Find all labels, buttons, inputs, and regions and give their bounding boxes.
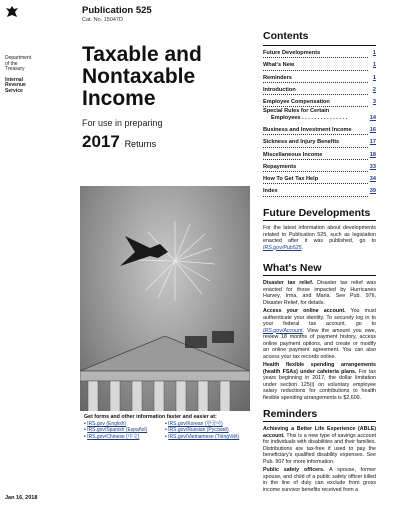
title-line-1: Taxable and	[82, 43, 202, 66]
reminders-section	[263, 408, 376, 495]
title-line-3: Income	[82, 87, 156, 110]
para-lead: Access your online account.	[263, 308, 346, 314]
agency-line-3: Service	[5, 87, 23, 94]
reminders-heading: Reminders	[263, 408, 318, 420]
para-body: You must authenticate your identity. To securely log in to your federal tax account, go to	[263, 308, 377, 327]
toc-page[interactable]: 2	[372, 84, 376, 96]
agency-line-1: Internal	[5, 76, 24, 83]
irs-link-english[interactable]: IRS.gov (English)	[87, 421, 127, 428]
forms-info-heading: Get forms and other information faster and easier at:	[84, 414, 217, 420]
toc-entry[interactable]	[263, 59, 376, 71]
tax-year	[82, 132, 156, 152]
toc-page[interactable]: 14	[369, 115, 376, 121]
dept-line-3: Treasury	[5, 66, 25, 73]
para-lead: Achieving a Better Life Experience (ABLE) account.	[263, 426, 376, 439]
irs-link-chinese[interactable]: IRS.gov/Chinese (中文)	[87, 433, 140, 440]
toc-label: Future Developments	[263, 50, 321, 56]
toc-label: Sickness and Injury Benefits	[263, 139, 340, 146]
toc-page[interactable]: 1	[372, 72, 376, 84]
irs-eagle-logo	[4, 5, 20, 21]
toc-page[interactable]: 3	[372, 96, 376, 108]
toc-entry[interactable]	[263, 136, 376, 148]
toc-label: Employees	[271, 115, 301, 121]
toc-entry[interactable]	[263, 185, 376, 197]
para-lead: Health flexible spending arrangements (health FSAs) under cafeteria plans.	[263, 362, 376, 375]
toc-page[interactable]: 18	[369, 149, 376, 161]
returns-word: Returns	[124, 139, 157, 149]
toc-entry[interactable]	[263, 173, 376, 185]
whats-new-heading: What's New	[263, 262, 322, 274]
para-body: Disaster tax relief was enacted for those impacted by Hurricanes Harvey, Irma, and Maria. See Pub. 976, Disaster Relief, for details.	[263, 280, 377, 306]
toc-leader	[263, 57, 368, 58]
toc-leader	[263, 82, 368, 83]
revision-date: Jan 16, 2018	[5, 495, 38, 501]
toc-label: Index	[263, 188, 278, 195]
publication-number: Publication 525	[82, 5, 152, 16]
section-rule	[263, 220, 376, 221]
toc-leader	[263, 70, 368, 71]
toc-entry[interactable]	[263, 72, 376, 84]
dept-line-1: Department	[5, 55, 32, 61]
toc-entry[interactable]	[263, 161, 376, 173]
toc-leader	[263, 159, 368, 160]
toc-page[interactable]: 33	[369, 161, 376, 173]
toc-page[interactable]: 17	[369, 136, 376, 148]
future-end: .	[301, 244, 304, 251]
toc-page[interactable]: 1	[372, 59, 376, 71]
forms-info-box: Get forms and other information faster and easier at: • IRS.gov (English) • IRS.gov/Spanish (Español) • IRS.gov/Chinese (中文) • IRS.gov/Korean (한국어) • IRS.gov/Russian (Pусский) • IRS.gov/Vietnamese (TiếngViệt)	[80, 411, 250, 456]
irs-link-vietnamese[interactable]: IRS.gov/Vietnamese (TiếngViệt)	[168, 433, 240, 440]
toc-entry[interactable]	[263, 149, 376, 161]
future-text	[263, 225, 376, 251]
toc-label: Reminders	[263, 74, 292, 81]
para-body: A spouse, former spouse, and child of a public safety officer killed in the line of duty can exclude from gross income survivor benefits received from a	[263, 467, 376, 493]
irs-link-russian[interactable]: IRS.gov/Russian (Pусский)	[168, 427, 229, 434]
para-lead: Public safety officers.	[263, 467, 325, 473]
toc-label: Introduction	[263, 86, 296, 93]
pub525-link[interactable]: IRS.gov/Pub525	[263, 244, 302, 251]
toc-list	[263, 47, 376, 108]
toc-leader	[263, 147, 368, 148]
contents-heading: Contents	[263, 30, 309, 42]
section-rule	[263, 421, 376, 422]
toc-label: How To Get Tax Help	[263, 176, 319, 183]
toc-page[interactable]: 1	[372, 47, 376, 59]
document-title	[82, 44, 202, 110]
toc-leader	[263, 196, 368, 197]
toc-special-entry[interactable]: Special Rules for Certain Employees . . . . . . . . . . . . . . . 14	[263, 108, 376, 121]
toc-label: Repayments	[263, 163, 297, 170]
toc-entry[interactable]	[263, 96, 376, 108]
toc-entry[interactable]	[263, 47, 376, 59]
para-body: This is a new type of savings account for individuals with disabilities and their families. Distributions are tax-free if used to pay the beneficiary's qualified disability expenses. See Pub. 907 for more information.	[263, 432, 376, 465]
online-account-para	[263, 308, 376, 360]
toc-label: Special Rules for Certain	[263, 108, 330, 114]
dept-line-2: of the	[5, 60, 18, 67]
section-rule	[263, 275, 376, 276]
toc-leader	[263, 171, 368, 172]
title-line-2: Nontaxable	[82, 65, 196, 88]
toc-label: What's New	[263, 62, 295, 69]
toc-page[interactable]: 39	[369, 185, 376, 197]
whats-new-section	[263, 262, 376, 403]
toc-leader	[263, 134, 368, 135]
future-body: For the latest information about developments related to Publication 525, such as legislation enacted after it was published, go to	[263, 225, 376, 244]
year-number: 2017	[82, 132, 120, 151]
toc-label: Business and Investment Income	[263, 127, 352, 133]
for-use-text: For use in preparing	[82, 118, 163, 128]
toc-page[interactable]: 16	[369, 124, 376, 136]
toc-label: Miscellaneous Income	[263, 151, 323, 158]
account-link[interactable]: IRS.gov/Account	[263, 327, 303, 334]
toc-leader	[263, 94, 368, 95]
future-heading: Future Developments	[263, 207, 371, 219]
future-developments-section	[263, 207, 376, 253]
irs-link-spanish[interactable]: IRS.gov/Spanish (Español)	[87, 427, 148, 434]
toc-entry[interactable]	[263, 124, 376, 136]
disaster-relief-para	[263, 280, 376, 306]
health-fsa-para	[263, 362, 376, 401]
catalog-number: Cat. No. 15047D	[82, 17, 123, 23]
irs-link-korean[interactable]: IRS.gov/Korean (한국어)	[168, 421, 223, 428]
toc-leader	[263, 183, 368, 184]
para-body: . View the amount you owe, review 18 months of payment history, access online payment options, and create or modify an online payment agreement. You can also access your tax records online.	[263, 327, 376, 360]
able-account-para	[263, 426, 376, 465]
toc-entry[interactable]	[263, 84, 376, 96]
para-lead: Disaster tax relief.	[263, 280, 314, 286]
toc-list-2	[263, 124, 376, 198]
toc-page[interactable]: 34	[369, 173, 376, 185]
agency-line-2: Revenue	[5, 82, 26, 89]
contents-rule	[263, 45, 376, 46]
para-body: For tax years beginning in 2017, the dollar limitation under section 125(i) on voluntary employee salary reductions for contributions to health flexible spending arrangements is $2,600.	[263, 368, 376, 401]
public-safety-para	[263, 467, 376, 493]
department-block	[5, 56, 45, 95]
cover-photo	[80, 186, 250, 456]
toc-label: Employee Compensation	[263, 99, 330, 106]
